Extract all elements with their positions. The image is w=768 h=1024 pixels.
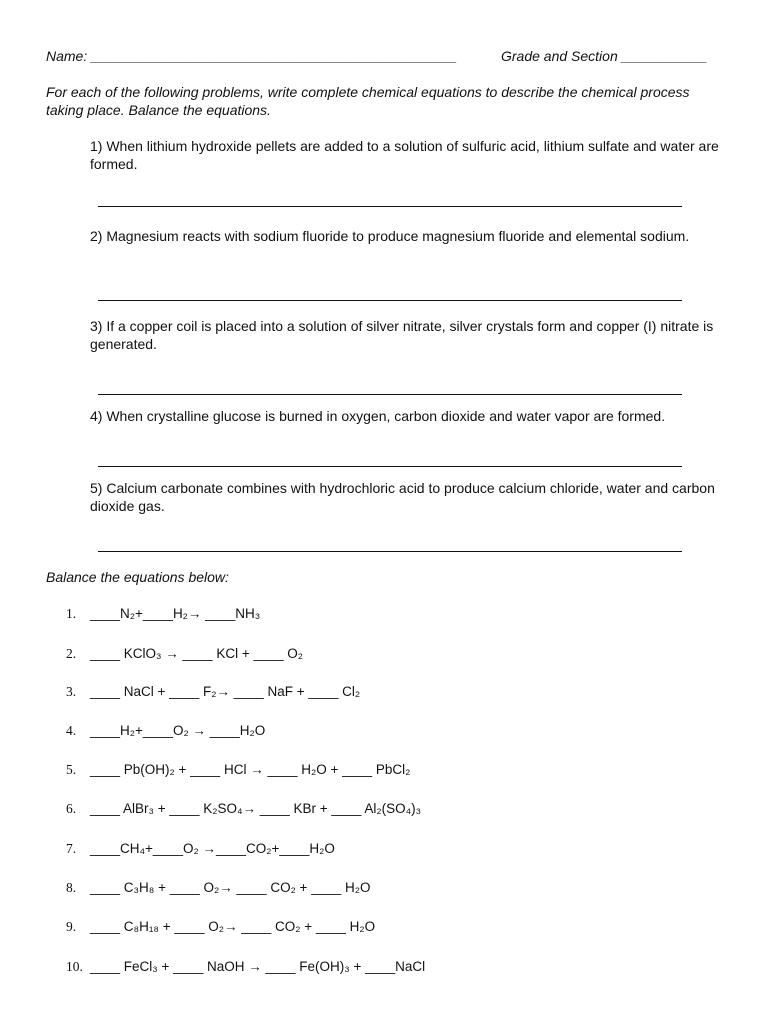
equation-number: 1. bbox=[66, 606, 77, 621]
name-field-label: Name: _______________________________________________ bbox=[46, 48, 458, 64]
answer-line-5[interactable] bbox=[98, 551, 682, 552]
equation-5 bbox=[66, 762, 410, 778]
equation-1 bbox=[66, 606, 260, 622]
answer-line-3[interactable] bbox=[98, 394, 682, 395]
equation-text: ____ C₃H₈ + ____ O₂→ ____ CO₂ + ____ H₂O bbox=[90, 880, 371, 895]
equation-7 bbox=[66, 841, 335, 857]
equation-text: ____ NaCl + ____ F₂→ ____ NaF + ____ Cl₂ bbox=[90, 684, 361, 699]
equation-number: 6. bbox=[66, 801, 77, 816]
equation-number: 8. bbox=[66, 880, 77, 895]
equation-text: ____N₂+____H₂→ ____NH₃ bbox=[90, 606, 261, 621]
equation-3 bbox=[66, 684, 360, 700]
equation-4 bbox=[66, 723, 265, 739]
word-problem-2: 2) Magnesium reacts with sodium fluoride to produce magnesium fluoride and elemental sodium. bbox=[90, 228, 690, 244]
equation-number: 5. bbox=[66, 762, 77, 777]
equation-number: 10. bbox=[66, 959, 83, 974]
word-problem-4: 4) When crystalline glucose is burned in oxygen, carbon dioxide and water vapor are formed. bbox=[90, 408, 666, 424]
equation-8 bbox=[66, 880, 370, 896]
equation-6 bbox=[66, 801, 421, 817]
equation-text: ____ FeCl₃ + ____ NaOH → ____ Fe(OH)₃ + ____NaCl bbox=[90, 959, 426, 974]
equation-10 bbox=[66, 959, 425, 975]
equation-number: 2. bbox=[66, 646, 77, 661]
equation-text: ____ Pb(OH)₂ + ____ HCl → ____ H₂O + ____ PbCl₂ bbox=[90, 762, 411, 777]
equation-number: 9. bbox=[66, 919, 77, 934]
answer-line-2[interactable] bbox=[98, 300, 682, 301]
equation-number: 3. bbox=[66, 684, 77, 699]
equation-number: 4. bbox=[66, 723, 77, 738]
equation-text: ____ KClO₃ → ____ KCl + ____ O₂ bbox=[90, 646, 303, 661]
equation-9 bbox=[66, 919, 375, 935]
word-problem-1: 1) When lithium hydroxide pellets are added to a solution of sulfuric acid, lithium sulfate and water are formed. bbox=[90, 138, 719, 172]
grade-section-label: Grade and Section ___________ bbox=[501, 48, 708, 64]
answer-line-4[interactable] bbox=[98, 466, 682, 467]
instructions: For each of the following problems, write complete chemical equations to describe the chemical process taking place. Balance the equations. bbox=[46, 84, 690, 118]
equation-2 bbox=[66, 646, 303, 662]
equation-text: ____ C₈H₁₈ + ____ O₂→ ____ CO₂ + ____ H₂O bbox=[90, 919, 376, 934]
equation-text: ____H₂+____O₂ → ____H₂O bbox=[90, 723, 266, 738]
word-problem-5: 5) Calcium carbonate combines with hydrochloric acid to produce calcium chloride, water and carbon dioxide gas. bbox=[90, 480, 715, 514]
equation-text: ____ AlBr₃ + ____ K₂SO₄→ ____ KBr + ____ Al₂(SO₄)₃ bbox=[90, 801, 422, 816]
equation-text: ____CH₄+____O₂ →____CO₂+____H₂O bbox=[90, 841, 335, 856]
equation-number: 7. bbox=[66, 841, 77, 856]
balance-heading: Balance the equations below: bbox=[46, 569, 229, 585]
answer-line-1[interactable] bbox=[98, 206, 682, 207]
word-problem-3: 3) If a copper coil is placed into a solution of silver nitrate, silver crystals form and copper (I) nitrate is generated. bbox=[90, 318, 714, 352]
